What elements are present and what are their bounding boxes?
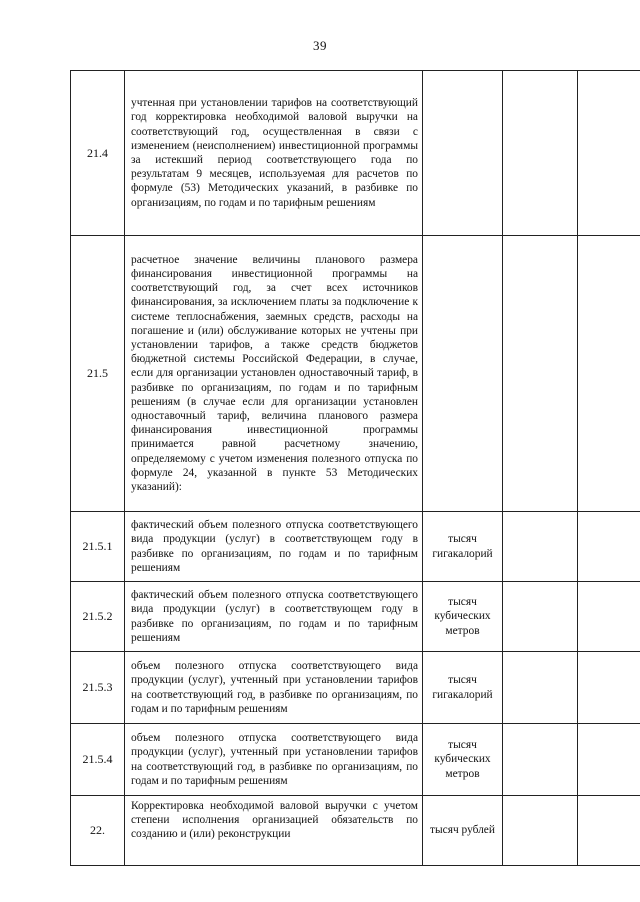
row-unit <box>423 236 503 512</box>
row-value-cell <box>503 724 578 796</box>
table-row <box>71 582 640 652</box>
row-value-cell <box>503 796 578 866</box>
row-value-cell <box>578 652 640 724</box>
row-number: 21.5.2 <box>71 582 125 652</box>
row-value-cell <box>503 71 578 236</box>
row-value-cell <box>503 512 578 582</box>
row-value-cell <box>578 796 640 866</box>
row-value-cell <box>503 652 578 724</box>
indicator-table <box>70 70 640 866</box>
row-number: 22. <box>71 796 125 866</box>
row-value-cell <box>578 71 640 236</box>
row-unit: тысяч гигакалорий <box>423 512 503 582</box>
row-number: 21.4 <box>71 71 125 236</box>
row-value-cell <box>578 236 640 512</box>
table-row <box>71 71 640 236</box>
row-description: объем полезного отпуска соответствующего вида продукции (услуг), учтенный при установлении тарифов на соответствующий год, в разбивке по организациям, по годам и по тарифным решениям <box>125 724 423 796</box>
row-value-cell <box>578 724 640 796</box>
page-number: 39 <box>313 38 327 53</box>
row-number: 21.5.3 <box>71 652 125 724</box>
row-value-cell <box>503 236 578 512</box>
row-unit: тысяч гигакалорий <box>423 652 503 724</box>
table-row <box>71 796 640 866</box>
row-unit: тысяч кубических метров <box>423 724 503 796</box>
table-row <box>71 652 640 724</box>
row-unit: тысяч рублей <box>423 796 503 866</box>
row-description: учтенная при установлении тарифов на соответствующий год корректировка необходимой валовой выручки на соответствующий год, осуществленная в связи с изменением (неисполнением) инвестиционной программы за истекший период соответствующего года по результатам 9 месяцев, используемая для расчетов по формуле (53) Методических указаний, в разбивке по организациям, по годам и по тарифным решениям <box>125 71 423 236</box>
table-row <box>71 236 640 512</box>
row-number: 21.5 <box>71 236 125 512</box>
row-description: Корректировка необходимой валовой выручки с учетом степени исполнения организацией обязательств по созданию и (или) реконструкции <box>125 796 423 866</box>
row-number: 21.5.4 <box>71 724 125 796</box>
table-row <box>71 512 640 582</box>
row-value-cell <box>578 512 640 582</box>
row-number: 21.5.1 <box>71 512 125 582</box>
row-description: объем полезного отпуска соответствующего вида продукции (услуг), учтенный при установлении тарифов на соответствующий год, в разбивке по организациям, по годам и по тарифным решениям <box>125 652 423 724</box>
row-unit <box>423 71 503 236</box>
row-description: фактический объем полезного отпуска соответствующего вида продукции (услуг) в соответствующем году в разбивке по организациям, по годам и по тарифным решениям <box>125 512 423 582</box>
table-row <box>71 724 640 796</box>
row-description: расчетное значение величины планового размера финансирования инвестиционной программы на соответствующий год, за счет всех источников финансирования, за исключением платы за подключение к системе теплоснабжения, заемных средств, расходы на погашение и (или) обслуживание которых не учтены при установлении тарифов, а также средств бюджетов бюджетной системы Российской Федерации, в случае, если для организации установлен одноставочный тариф, в разбивке по организациям, по годам и по тарифным решениям (в случае если для организации установлен одноставочный тариф, величина планового размера финансирования инвестиционной программы принимается равной расчетному значению, определяемому с учетом изменения полезного отпуска по формуле 24, указанной в пункте 53 Методических указаний): <box>125 236 423 512</box>
row-description: фактический объем полезного отпуска соответствующего вида продукции (услуг) в соответствующем году в разбивке по организациям, по годам и по тарифным решениям <box>125 582 423 652</box>
row-value-cell <box>578 582 640 652</box>
row-unit: тысяч кубических метров <box>423 582 503 652</box>
row-value-cell <box>503 582 578 652</box>
